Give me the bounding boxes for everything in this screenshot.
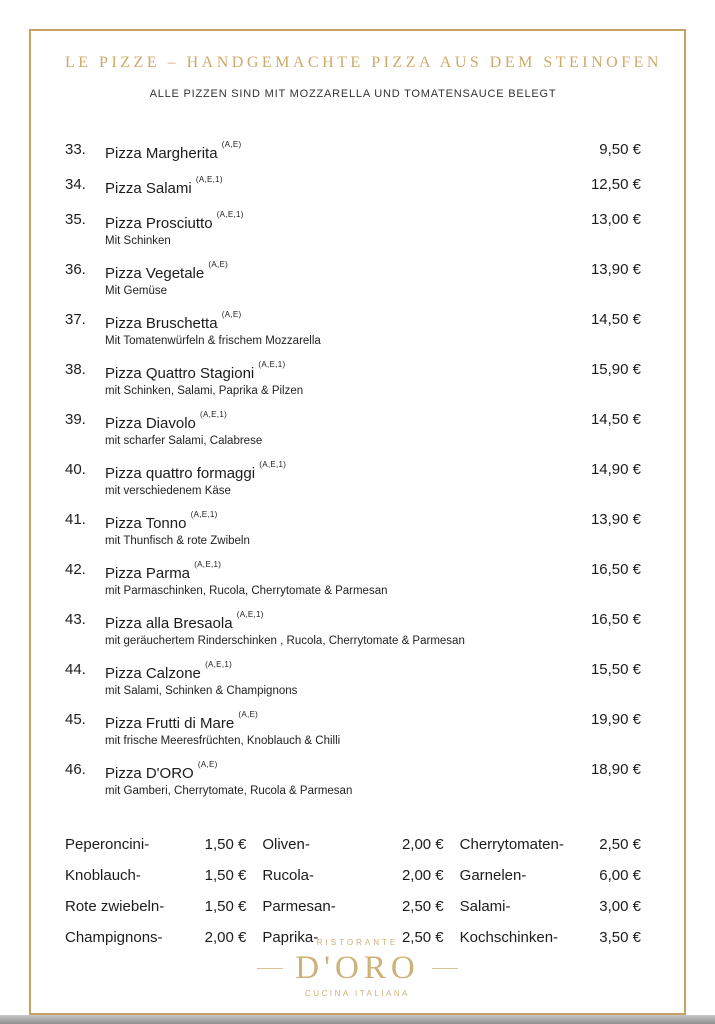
extra-label: Kochschinken- xyxy=(459,929,559,946)
extra-item xyxy=(262,898,443,916)
item-allergens: (A,E,1) xyxy=(258,360,286,369)
extra-price: 2,50 € xyxy=(401,898,444,915)
item-name: Pizza D'ORO xyxy=(105,765,194,782)
extra-label: Paprika- xyxy=(262,929,319,946)
extra-label: Salami- xyxy=(459,898,511,915)
extra-price: 1,50 € xyxy=(204,867,247,884)
item-name: Pizza Parma xyxy=(105,565,191,582)
item-allergens: (A,E) xyxy=(197,760,218,769)
item-text xyxy=(105,560,591,598)
item-text xyxy=(105,760,591,798)
item-name: Pizza Prosciutto xyxy=(105,215,213,232)
item-description: mit Parmaschinken, Rucola, Cherrytomate & Parmesan xyxy=(105,585,388,597)
item-name: Pizza Salami xyxy=(105,180,192,197)
menu-item xyxy=(65,410,641,448)
item-description: mit frische Meeresfrüchten, Knoblauch & Chilli xyxy=(105,735,341,747)
item-allergens: (A,E) xyxy=(238,710,259,719)
item-price: 14,50 € xyxy=(590,311,641,328)
item-price: 14,90 € xyxy=(590,461,641,478)
menu-page-content xyxy=(65,54,662,947)
menu-item xyxy=(65,560,641,598)
extra-price: 3,50 € xyxy=(599,929,641,946)
item-name: Pizza Tonno xyxy=(105,515,187,532)
item-price: 16,50 € xyxy=(590,561,641,578)
item-name: Pizza Calzone xyxy=(105,665,201,682)
item-description: mit Salami, Schinken & Champignons xyxy=(105,685,298,697)
item-text xyxy=(105,410,591,448)
extra-label: Peperoncini- xyxy=(65,836,150,853)
item-number: 33. xyxy=(65,141,86,158)
item-number: 45. xyxy=(65,711,86,728)
menu-item xyxy=(65,175,641,198)
item-text xyxy=(105,510,591,548)
extra-item xyxy=(262,867,443,885)
page-bottom-edge xyxy=(0,1015,715,1024)
extra-price: 2,50 € xyxy=(599,836,641,853)
menu-header xyxy=(65,54,662,100)
extra-price: 1,50 € xyxy=(204,898,247,915)
brand-cucina-italiana-label: CUCINA ITALIANA xyxy=(305,989,410,998)
item-description: Mit Tomatenwürfeln & frischem Mozzarella xyxy=(105,335,321,347)
item-text xyxy=(105,660,591,698)
menu-section-title: LE PIZZE – HANDGEMACHTE PIZZA AUS DEM STEINOFEN xyxy=(65,54,662,71)
item-name: Pizza Diavolo xyxy=(105,415,196,432)
item-number: 34. xyxy=(65,176,86,193)
extra-label: Rucola- xyxy=(262,867,315,884)
item-description: mit Gamberi, Cherrytomate, Rucola & Parmesan xyxy=(105,785,353,797)
extra-item xyxy=(65,867,246,885)
item-text xyxy=(105,710,591,748)
extra-label: Parmesan- xyxy=(262,898,336,915)
item-number: 42. xyxy=(65,561,86,578)
item-name: Pizza Vegetale xyxy=(105,265,205,282)
item-description: mit Thunfisch & rote Zwibeln xyxy=(105,535,250,547)
menu-item xyxy=(65,360,641,398)
item-number: 44. xyxy=(65,661,86,678)
item-number: 43. xyxy=(65,611,86,628)
extra-label: Rote zwiebeln- xyxy=(65,898,165,915)
menu-item xyxy=(65,260,641,298)
item-name: Pizza quattro formaggi xyxy=(105,465,256,482)
extra-item xyxy=(65,836,246,854)
item-allergens: (A,E,1) xyxy=(236,610,264,619)
extra-item xyxy=(460,867,641,885)
item-text xyxy=(105,360,591,398)
item-allergens: (A,E,1) xyxy=(194,560,222,569)
menu-item xyxy=(65,610,641,648)
item-number: 38. xyxy=(65,361,86,378)
brand-doro-wordmark: D'ORO xyxy=(257,951,457,985)
extra-price: 2,00 € xyxy=(204,929,247,946)
menu-item xyxy=(65,140,641,163)
item-price: 13,00 € xyxy=(590,211,641,228)
brand-logo xyxy=(0,938,715,998)
extra-label: Knoblauch- xyxy=(65,867,141,884)
item-price: 9,50 € xyxy=(599,141,641,158)
extra-item xyxy=(460,836,641,854)
menu-item xyxy=(65,760,641,798)
extra-label: Champignons- xyxy=(65,929,163,946)
extra-label: Garnelen- xyxy=(459,867,527,884)
extra-price: 3,00 € xyxy=(599,898,641,915)
menu-item xyxy=(65,310,641,348)
item-number: 35. xyxy=(65,211,86,228)
item-name: Pizza Frutti di Mare xyxy=(105,715,235,732)
extra-price: 6,00 € xyxy=(599,867,641,884)
menu-item xyxy=(65,210,641,248)
item-price: 14,50 € xyxy=(590,411,641,428)
item-description: mit verschiedenem Käse xyxy=(105,485,231,497)
item-name: Pizza Margherita xyxy=(105,145,218,162)
item-number: 46. xyxy=(65,761,86,778)
item-name: Pizza Quattro Stagioni xyxy=(105,365,255,382)
item-number: 36. xyxy=(65,261,86,278)
item-number: 39. xyxy=(65,411,86,428)
extra-item xyxy=(262,836,443,854)
item-text xyxy=(105,210,591,248)
menu-item xyxy=(65,510,641,548)
menu-subtitle: ALLE PIZZEN SIND MIT MOZZARELLA UND TOMATENSAUCE BELEGT xyxy=(149,88,557,100)
extra-price: 2,00 € xyxy=(401,867,444,884)
item-allergens: (A,E,1) xyxy=(190,510,218,519)
item-number: 37. xyxy=(65,311,86,328)
item-price: 15,50 € xyxy=(590,661,641,678)
item-price: 15,90 € xyxy=(590,361,641,378)
extra-item xyxy=(65,898,246,916)
extra-price: 1,50 € xyxy=(204,836,247,853)
item-text xyxy=(105,140,599,163)
item-price: 18,90 € xyxy=(590,761,641,778)
menu-item xyxy=(65,710,641,748)
item-price: 12,50 € xyxy=(590,176,641,193)
item-name: Pizza Bruschetta xyxy=(105,315,218,332)
item-text xyxy=(105,460,591,498)
item-text xyxy=(105,610,591,648)
extras-table xyxy=(65,836,641,947)
menu-item xyxy=(65,460,641,498)
item-allergens: (A,E,1) xyxy=(205,660,233,669)
item-price: 13,90 € xyxy=(590,261,641,278)
item-text xyxy=(105,310,591,348)
item-description: mit scharfer Salami, Calabrese xyxy=(105,435,263,447)
item-allergens: (A,E) xyxy=(221,310,242,319)
item-price: 13,90 € xyxy=(590,511,641,528)
item-description: Mit Gemüse xyxy=(105,285,167,297)
item-allergens: (A,E,1) xyxy=(216,210,244,219)
item-allergens: (A,E) xyxy=(221,140,242,149)
item-name: Pizza alla Bresaola xyxy=(105,615,233,632)
item-allergens: (A,E) xyxy=(208,260,229,269)
item-description: mit Schinken, Salami, Paprika & Pilzen xyxy=(105,385,304,397)
extra-label: Oliven- xyxy=(262,836,310,853)
extra-label: Cherrytomaten- xyxy=(459,836,564,853)
item-number: 40. xyxy=(65,461,86,478)
item-allergens: (A,E,1) xyxy=(200,410,228,419)
item-description: Mit Schinken xyxy=(105,235,171,247)
extra-price: 2,00 € xyxy=(401,836,444,853)
item-price: 16,50 € xyxy=(590,611,641,628)
menu-item-list xyxy=(65,140,641,798)
brand-ristorante-label: RISTORANTE xyxy=(316,938,399,947)
item-allergens: (A,E,1) xyxy=(259,460,287,469)
item-number: 41. xyxy=(65,511,86,528)
item-allergens: (A,E,1) xyxy=(195,175,223,184)
item-text xyxy=(105,260,591,298)
menu-item xyxy=(65,660,641,698)
item-text xyxy=(105,175,591,198)
item-description: mit geräuchertem Rinderschinken , Rucola, Cherrytomate & Parmesan xyxy=(105,635,465,647)
item-price: 19,90 € xyxy=(590,711,641,728)
extra-price: 2,50 € xyxy=(401,929,444,946)
extra-item xyxy=(460,898,641,916)
